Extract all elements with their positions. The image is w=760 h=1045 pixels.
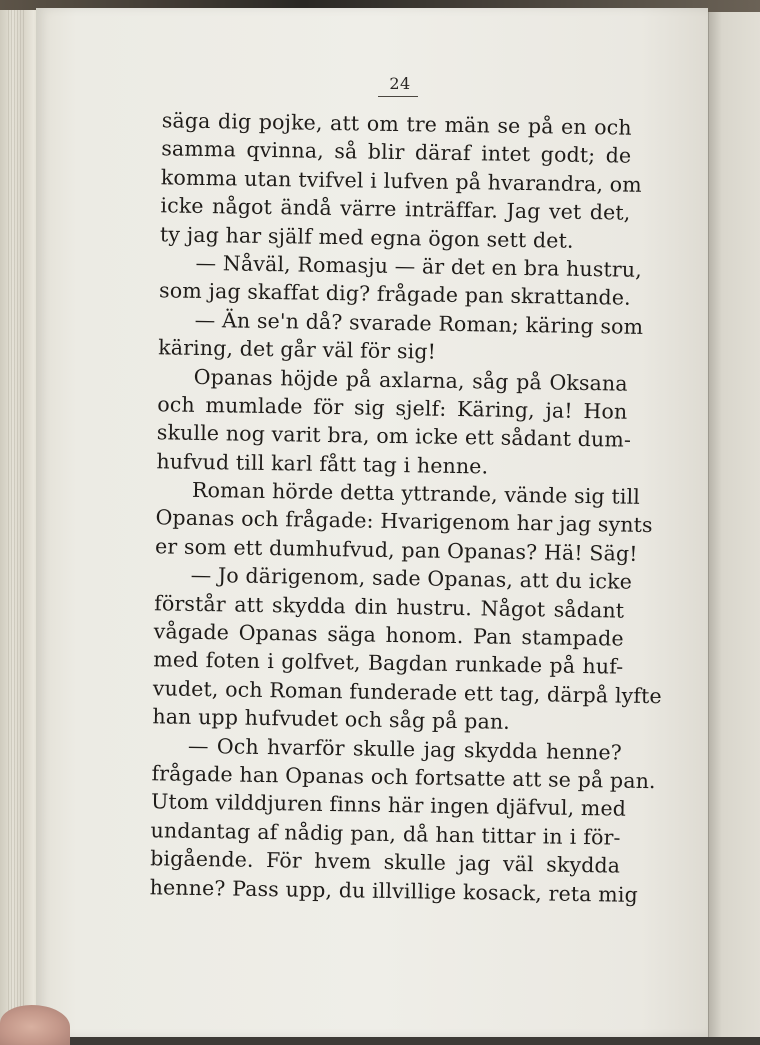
text-line: vågade Opanas säga honom. Pan stampade <box>153 619 624 651</box>
text-line: henne? Pass upp, du illvillige kosack, reta mig <box>149 874 639 907</box>
page-number: 24 <box>389 74 411 93</box>
text-line: som jag skaffat dig? frågade pan skrattande. <box>158 278 631 311</box>
text-line: — Och hvarför skulle jag skydda henne? <box>187 733 623 765</box>
text-line: komma utan tvifvel i lufven på hvarandra, om <box>160 165 643 197</box>
next-page-edge <box>708 12 760 1037</box>
thumb <box>0 1005 70 1045</box>
text-line: frågade han Opanas och fortsatte att se på pan. <box>151 761 656 794</box>
text-line: förstår att skydda din hustru. Något sådant <box>154 590 625 623</box>
text-line: ty jag har själf med egna ögon sett det. <box>159 221 574 253</box>
text-line: samma qvinna, så blir däraf intet godt; de <box>161 136 632 169</box>
text-line: — Jo därigenom, sade Opanas, att du icke <box>190 563 633 594</box>
text-line: Roman hörde detta yttrande, vände sig till <box>191 477 641 509</box>
text-line: vudet, och Roman funderade ett tag, därpå lyfte <box>152 676 662 709</box>
text-line: hufvud till karl fått tag i henne. <box>156 448 489 479</box>
page-number-rule <box>378 96 418 97</box>
text-line: bigående. För hvem skulle jag väl skydda <box>150 846 621 878</box>
text-line: — Än se'n då? svarade Roman; käring som <box>194 307 644 339</box>
text-line: käring, det går väl för sig! <box>158 335 437 364</box>
text-line: han upp hufvudet och såg på pan. <box>152 704 511 735</box>
text-line: Utom vilddjuren finns här ingen djäfvul, med <box>150 789 627 822</box>
text-line: skulle nog varit bra, om icke ett sådant dum- <box>156 420 632 453</box>
text-line: Opanas höjde på axlarna, såg på Oksana <box>193 364 628 396</box>
page-text <box>149 106 662 908</box>
text-line: — Nåväl, Romasju — är det en bra hustru, <box>195 250 643 282</box>
text-line: Opanas och frågade: Hvarigenom har jag synts <box>155 505 653 538</box>
text-line: er som ett dumhufvud, pan Opanas? Hä! Säg! <box>154 534 638 566</box>
text-line: icke något ändå värre inträffar. Jag vet det, <box>160 193 631 225</box>
text-line: med foten i golfvet, Bagdan runkade på huf- <box>153 647 624 680</box>
text-line: säga dig pojke, att om tre män se på en och <box>161 108 632 140</box>
text-line: undantag af nådig pan, då han tittar in i för- <box>150 817 621 850</box>
text-line: och mumlade för sig sjelf: Käring, ja! Hon <box>157 392 628 424</box>
